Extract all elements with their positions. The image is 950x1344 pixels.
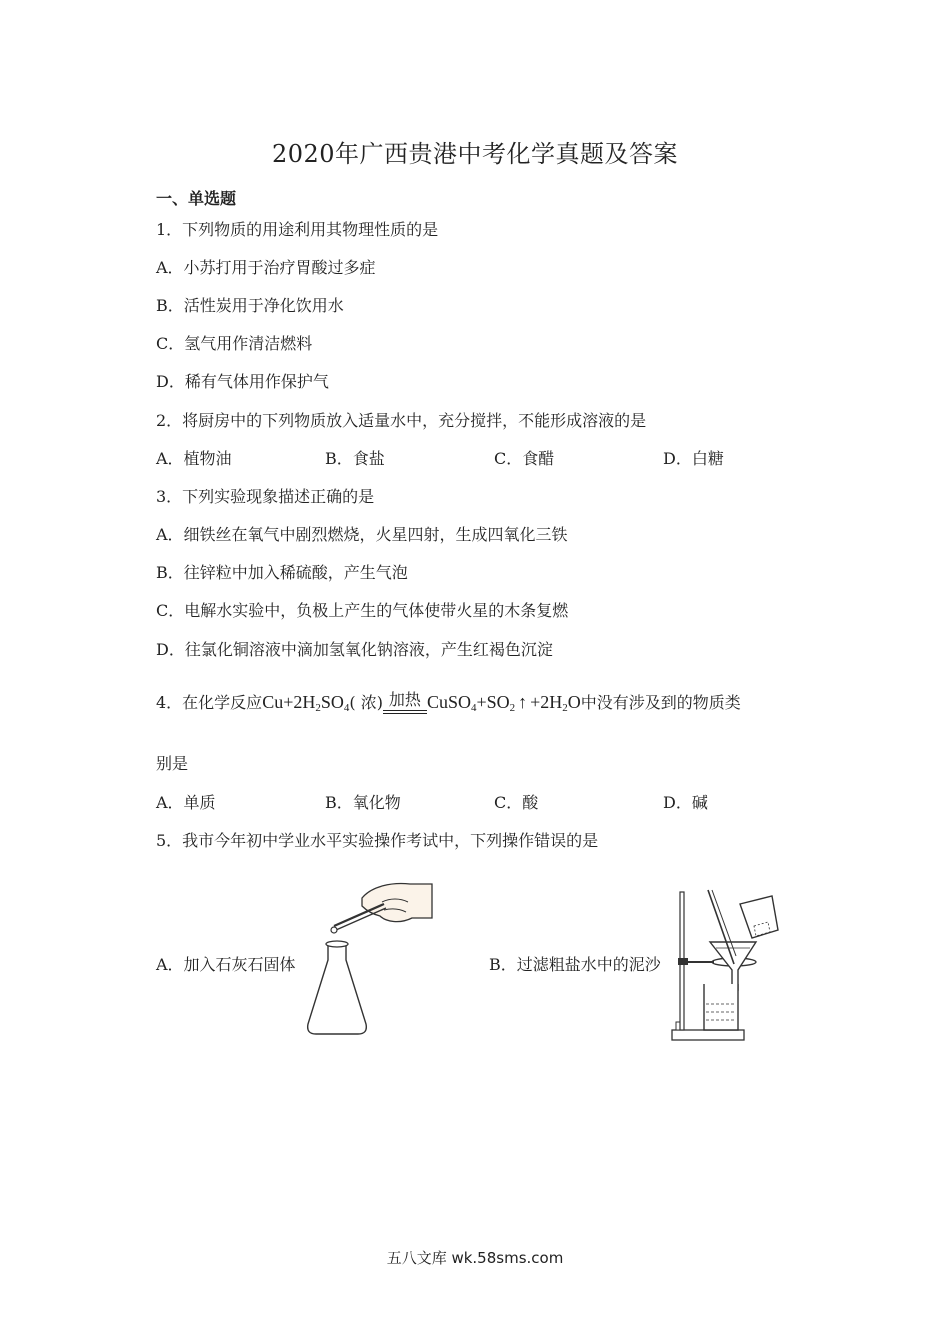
question-1-stem: 1．下列物质的用途利用其物理性质的是 [156, 220, 439, 239]
eq-product-so: +SO [476, 692, 510, 712]
eq-subscript: 4 [470, 702, 477, 714]
question-2-option-a: A．植物油 [156, 449, 232, 468]
eq-reaction-condition [383, 693, 427, 714]
question-1-option-d: D．稀有气体用作保护气 [156, 372, 329, 391]
question-2-option-d: D．白糖 [663, 449, 724, 468]
eq-concentrated-label: ( 浓) [349, 693, 383, 712]
section-heading: 一、单选题 [156, 189, 237, 208]
gas-arrow-icon: ↑ [518, 692, 528, 712]
question-4-option-c: C．酸 [494, 793, 539, 812]
question-3-option-b: B．往锌粒中加入稀硫酸，产生气泡 [156, 563, 408, 582]
eq-product-o: O [567, 692, 581, 712]
question-4-option-b: B．氧化物 [325, 793, 401, 812]
question-4-option-d: D．碱 [663, 793, 708, 812]
question-2-stem: 2．将厨房中的下列物质放入适量水中，充分搅拌，不能形成溶液的是 [156, 411, 647, 430]
flask-tweezers-illustration [300, 878, 436, 1040]
question-1-option-c: C．氢气用作清洁燃料 [156, 334, 313, 353]
question-4-stem-line2: 别是 [156, 754, 189, 773]
eq-subscript: 2 [509, 702, 516, 714]
footer-watermark: 五八文库 wk.58sms.com [386, 1249, 564, 1267]
question-5-option-a: A．加入石灰石固体 [156, 955, 296, 974]
question-1-option-a: A．小苏打用于治疗胃酸过多症 [156, 258, 376, 277]
chemical-equation [262, 692, 581, 712]
eq-subscript: 2 [315, 702, 321, 714]
eq-reactant-so: SO [320, 692, 344, 712]
eq-equals-bar [383, 710, 427, 714]
question-3-option-c: C．电解水实验中，负极上产生的气体使带火星的木条复燃 [156, 601, 569, 620]
question-4-prefix: 4．在化学反应 [156, 693, 263, 712]
question-3-stem: 3．下列实验现象描述正确的是 [156, 487, 375, 506]
question-5-option-b: B．过滤粗盐水中的泥沙 [489, 955, 661, 974]
page-title: 2020年广西贵港中考化学真题及答案 [271, 140, 679, 168]
eq-condition-heat: 加热 [388, 692, 421, 710]
filtration-apparatus-illustration [668, 886, 784, 1044]
question-4-suffix: 中没有涉及到的物质类 [580, 693, 741, 712]
eq-reactant-cu-h: Cu+2H [262, 692, 316, 712]
question-1-option-b: B．活性炭用于净化饮用水 [156, 296, 344, 315]
question-4-option-a: A．单质 [156, 793, 216, 812]
question-4-stem [156, 690, 741, 714]
question-3-option-a: A．细铁丝在氧气中剧烈燃烧，火星四射，生成四氧化三铁 [156, 525, 568, 544]
question-2-option-b: B．食盐 [325, 449, 385, 468]
eq-product-cuso: CuSO [426, 692, 471, 712]
eq-subscript: 2 [562, 702, 568, 714]
question-5-stem: 5．我市今年初中学业水平实验操作考试中，下列操作错误的是 [156, 831, 599, 850]
question-3-option-d: D．往氯化铜溶液中滴加氢氧化钠溶液，产生红褐色沉淀 [156, 640, 553, 659]
eq-subscript: 4 [343, 702, 350, 714]
question-2-option-c: C．食醋 [494, 449, 555, 468]
eq-product-h: +2H [530, 692, 563, 712]
